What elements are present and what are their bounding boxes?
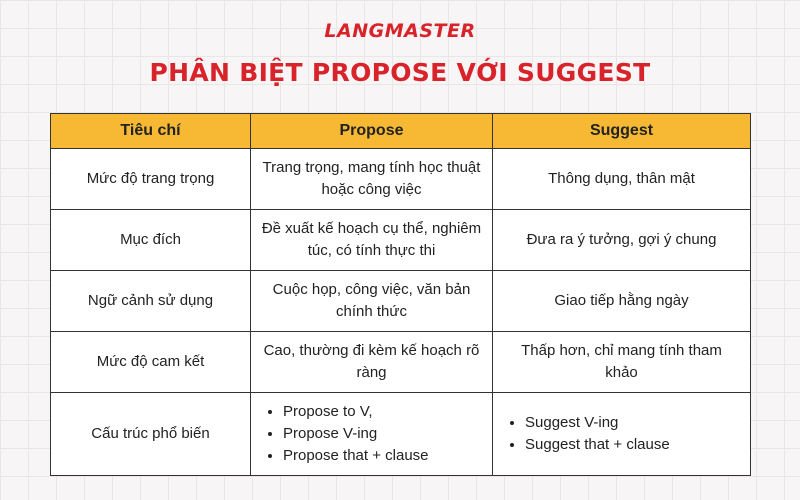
- criterion-cell: Mức độ cam kết: [51, 332, 251, 393]
- suggest-cell: Đưa ra ý tưởng, gợi ý chung: [493, 210, 751, 271]
- comparison-table: [50, 113, 751, 476]
- suggest-structure-list: [507, 412, 670, 456]
- page-title: PHÂN BIỆT PROPOSE VỚI SUGGEST: [149, 58, 651, 87]
- brand-logo: LANGMASTER: [324, 20, 476, 42]
- suggest-cell: Thấp hơn, chỉ mang tính tham khảo: [493, 332, 751, 393]
- suggest-cell: Thông dụng, thân mật: [493, 149, 751, 210]
- propose-cell: [251, 393, 493, 476]
- table-header-row: [51, 114, 751, 149]
- propose-cell: Cuộc họp, công việc, văn bản chính thức: [251, 271, 493, 332]
- list-item: • Suggest V-ing: [525, 412, 670, 434]
- criterion-cell: Mức độ trang trọng: [51, 149, 251, 210]
- header-suggest: Suggest: [493, 114, 751, 149]
- criterion-cell: Ngữ cảnh sử dụng: [51, 271, 251, 332]
- list-item: • Suggest that + clause: [525, 434, 670, 456]
- list-item: • Propose to V,: [283, 401, 429, 423]
- propose-cell: Cao, thường đi kèm kế hoạch rõ ràng: [251, 332, 493, 393]
- propose-structure-list: [265, 401, 429, 467]
- criterion-cell: Cấu trúc phổ biến: [51, 393, 251, 476]
- table-row: [51, 271, 751, 332]
- suggest-cell: [493, 393, 751, 476]
- table-row: [51, 149, 751, 210]
- propose-cell: Đề xuất kế hoạch cụ thể, nghiêm túc, có tính thực thi: [251, 210, 493, 271]
- table-row: [51, 393, 751, 476]
- table-row: [51, 332, 751, 393]
- suggest-cell: Giao tiếp hằng ngày: [493, 271, 751, 332]
- propose-cell: Trang trọng, mang tính học thuật hoặc công việc: [251, 149, 493, 210]
- header-propose: Propose: [251, 114, 493, 149]
- table-row: [51, 210, 751, 271]
- list-item: • Propose that + clause: [283, 445, 429, 467]
- criterion-cell: Mục đích: [51, 210, 251, 271]
- header-criteria: Tiêu chí: [51, 114, 251, 149]
- list-item: • Propose V-ing: [283, 423, 429, 445]
